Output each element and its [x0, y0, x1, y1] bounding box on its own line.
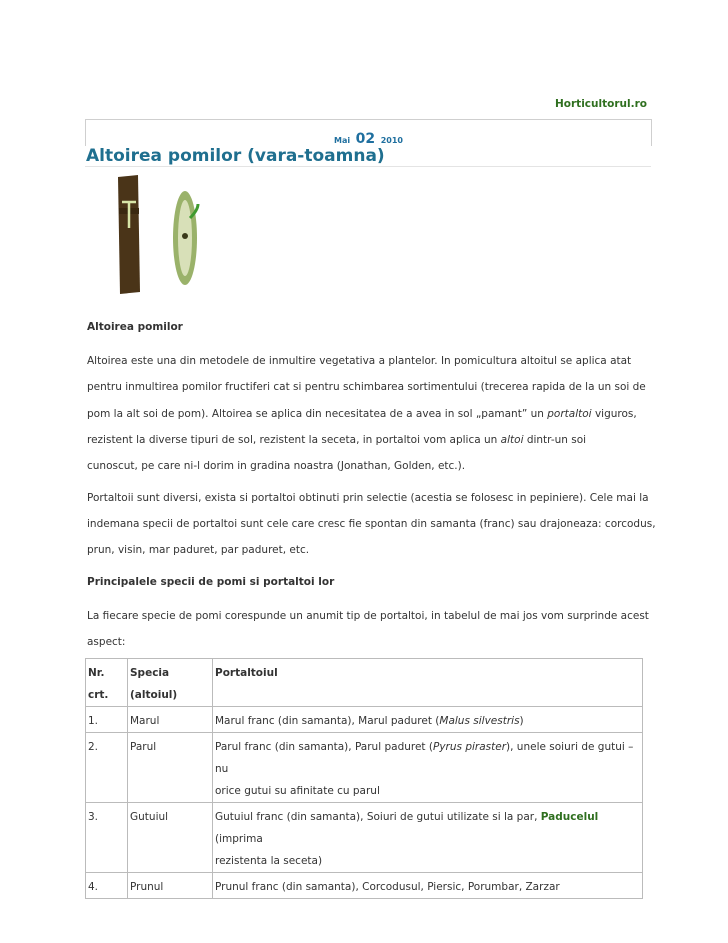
cell-nr: 1. [86, 707, 128, 733]
cell-portaltoi [213, 707, 643, 733]
cell-text: Parul franc (din samanta), Parul paduret ( [215, 741, 433, 753]
table-row [86, 707, 643, 733]
cell-nr: 4. [86, 873, 128, 899]
date-month: Mai [333, 136, 351, 145]
table-header-row [86, 659, 643, 707]
header-portaltoi: Portaltoiul [213, 659, 643, 707]
table-row [86, 733, 643, 803]
p1-line2: pentru inmultirea pomilor fructiferi cat si pentru schimbarea sortimentului (trecerea rapida de la un soi de [87, 381, 646, 393]
header-nr: Nr. crt. [86, 659, 128, 707]
p3-line2: aspect: [87, 636, 126, 648]
p1-line5: cunoscut, pe care ni-l dorim in gradina noastra (Jonathan, Golden, etc.). [87, 460, 466, 472]
post-title[interactable]: Altoirea pomilor (vara-toamna) [86, 146, 385, 166]
post-date [86, 128, 651, 147]
term-portaltoi: portaltoi [547, 408, 592, 420]
table-row [86, 803, 643, 873]
p1-line1: Altoirea este una din metodele de inmultire vegetativa a plantelor. In pomicultura altoitul se aplica atat [87, 355, 632, 367]
table-row [86, 873, 643, 899]
cell-specia: Prunul [128, 873, 213, 899]
post-header-box [85, 119, 652, 146]
heading-principalele: Principalele specii de pomi si portaltoi lor [87, 576, 335, 588]
p2-line2: indemana specii de portaltoi sunt cele care cresc fie spontan din samanta (franc) sau drajoneaza: corcodus, [87, 518, 656, 530]
cell-portaltoi: Prunul franc (din samanta), Corcodusul, Piersic, Porumbar, Zarzar [213, 873, 643, 899]
cell-text: ), unele soiuri de gutui – nu [215, 741, 634, 775]
p1-line3-a: pom la alt soi de pom). Altoirea se aplica din necesitatea de a avea in sol „pamant” un [87, 408, 548, 420]
cell-nr: 2. [86, 733, 128, 803]
p1-line4 [87, 434, 647, 446]
p1-line4-b: dintr-un soi [523, 434, 587, 446]
p2-line3: prun, visin, mar paduret, par paduret, etc. [87, 544, 310, 556]
link-paducelul[interactable]: Paducelul [540, 811, 599, 823]
header-specia-line1: Specia [130, 667, 170, 679]
species-table [85, 658, 643, 899]
site-name[interactable]: Horticultorul.ro [555, 98, 647, 110]
cell-portaltoi [213, 803, 643, 873]
grafting-illustration [110, 172, 220, 297]
cell-specia: Marul [128, 707, 213, 733]
p1-line3 [87, 408, 647, 420]
p3-line1: La fiecare specie de pomi corespunde un anumit tip de portaltoi, in tabelul de mai jos vom surprinde acest [87, 610, 649, 622]
cell-text: Marul franc (din samanta), Marul paduret ( [215, 715, 440, 727]
cell-text: Gutuiul franc (din samanta), Soiuri de gutui utilizate si la par, [215, 811, 541, 823]
date-year: 2010 [380, 136, 403, 145]
cell-text: (imprima [215, 833, 263, 845]
header-specia [128, 659, 213, 707]
cell-text: rezistenta la seceta) [215, 855, 323, 867]
p2-line1: Portaltoii sunt diversi, exista si portaltoi obtinuti prin selectie (acestia se folosesc in pepiniere). Cele mai la [87, 492, 649, 504]
heading-altoirea: Altoirea pomilor [87, 321, 183, 333]
cell-latin-name: Malus silvestris [439, 715, 520, 727]
cell-latin-name: Pyrus piraster [433, 741, 507, 753]
cell-text: orice gutui su afinitate cu parul [215, 785, 380, 797]
cell-portaltoi [213, 733, 643, 803]
title-divider [85, 166, 651, 167]
cell-specia: Gutuiul [128, 803, 213, 873]
cell-specia: Parul [128, 733, 213, 803]
term-altoi: altoi [500, 434, 524, 446]
cell-text: ) [519, 715, 524, 727]
p1-line4-a: rezistent la diverse tipuri de sol, rezistent la seceta, in portaltoi vom aplica un [87, 434, 501, 446]
header-specia-line2: (altoiul) [130, 689, 178, 701]
cell-nr: 3. [86, 803, 128, 873]
p1-line3-b: viguros, [591, 408, 637, 420]
date-day: 02 [355, 131, 376, 147]
